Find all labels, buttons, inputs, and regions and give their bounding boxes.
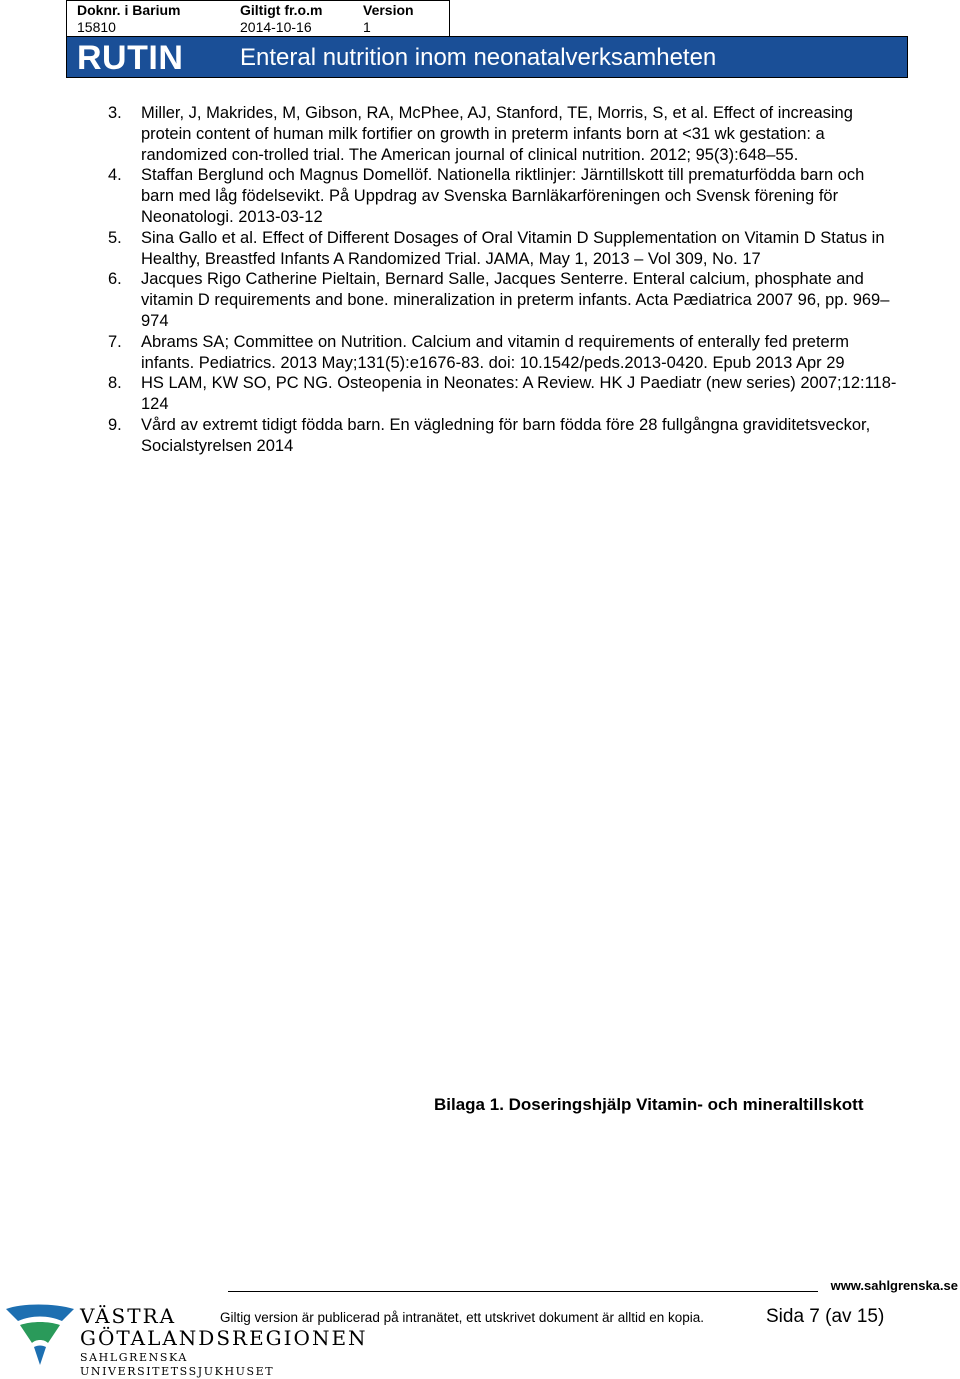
reference-text: Miller, J, Makrides, M, Gibson, RA, McPhee, AJ, Stanford, TE, Morris, S, et al. Effect of increasing protein content of human milk fortifier on growth in preterm infants born at <31 wk gestation: a randomized con-trolled trial. The American journal of clinical nutrition. 2012; 95(3):648–55. (141, 104, 853, 164)
reference-number: 3. (108, 104, 122, 122)
version-cell (363, 2, 414, 36)
reference-list (108, 103, 898, 457)
reference-item (108, 269, 898, 331)
version-label: Version (363, 2, 414, 18)
reference-text: Staffan Berglund och Magnus Domellöf. Nationella riktlinjer: Järntillskott till prematurfödda barn och barn med låg födelsevikt. På Uppdrag av Svenska Barnläkarföreningen och Svensk förening för Neonatologi. 2013-03-12 (141, 166, 865, 226)
doc-number-cell (77, 2, 180, 36)
valid-from-cell (240, 2, 322, 36)
footer-url[interactable]: www.sahlgrenska.se (830, 1278, 958, 1293)
appendix-title: Bilaga 1. Doseringshjälp Vitamin- och mineraltillskott (434, 1095, 864, 1114)
document-meta-box (66, 0, 450, 36)
organization-logo (0, 1297, 368, 1378)
reference-number: 8. (108, 374, 122, 393)
footer-validity-note: Giltig version är publicerad på intranätet, ett utskrivet dokument är alltid en kopia. (220, 1310, 705, 1325)
footer-divider (228, 1291, 818, 1292)
reference-item (108, 228, 898, 270)
logo-text-line2: GÖTALANDSREGIONEN (80, 1326, 368, 1350)
reference-number: 4. (108, 166, 122, 185)
reference-item (108, 332, 898, 374)
reference-text: Jacques Rigo Catherine Pieltain, Bernard Salle, Jacques Senterre. Enteral calcium, phosphate and vitamin D requirements and bone. mineralization in preterm infants. Acta Pædiatrica 2007 96, pp. 969–974 (141, 270, 890, 330)
valid-from-label: Giltigt fr.o.m (240, 2, 323, 18)
doc-number-value: 15810 (77, 19, 116, 35)
reference-item (108, 373, 898, 415)
version-value: 1 (363, 19, 371, 35)
logo-text-line1: VÄSTRA (80, 1304, 177, 1328)
vgr-logo-mark-icon (2, 1299, 78, 1369)
logo-text-line3: SAHLGRENSKA UNIVERSITETSSJUKHUSET (80, 1351, 275, 1378)
reference-text: Abrams SA; Committee on Nutrition. Calcium and vitamin d requirements of enterally fed preterm infants. Pediatrics. 2013 May;131(5):e1676-83. doi: 10.1542/peds.2013-0420. Epub 2013 Apr 29 (141, 332, 849, 372)
reference-number: 6. (108, 270, 122, 289)
reference-number: 7. (108, 332, 122, 351)
document-title: Enteral nutrition inom neonatalverksamheten (240, 44, 717, 71)
reference-item (108, 165, 898, 227)
reference-text: HS LAM, KW SO, PC NG. Osteopenia in Neonates: A Review. HK J Paediatr (new series) 2007;12:118-124 (141, 374, 897, 414)
reference-number: 5. (108, 228, 122, 247)
valid-from-value: 2014-10-16 (240, 19, 312, 35)
document-type: RUTIN (77, 39, 184, 77)
reference-item (108, 103, 898, 165)
page-number: Sida 7 (av 15) (766, 1306, 885, 1327)
header-band (66, 36, 908, 78)
reference-item (108, 415, 898, 457)
reference-text: Vård av extremt tidigt födda barn. En vägledning för barn födda före 28 fullgångna graviditetsveckor, Socialstyrelsen 2014 (141, 415, 871, 455)
reference-text: Sina Gallo et al. Effect of Different Dosages of Oral Vitamin D Supplementation on Vitamin D Status in Healthy, Breastfed Infants A Randomized Trial. JAMA, May 1, 2013 – Vol 309, No. 17 (141, 228, 885, 268)
reference-number: 9. (108, 415, 122, 434)
doc-number-label: Doknr. i Barium (77, 2, 181, 18)
